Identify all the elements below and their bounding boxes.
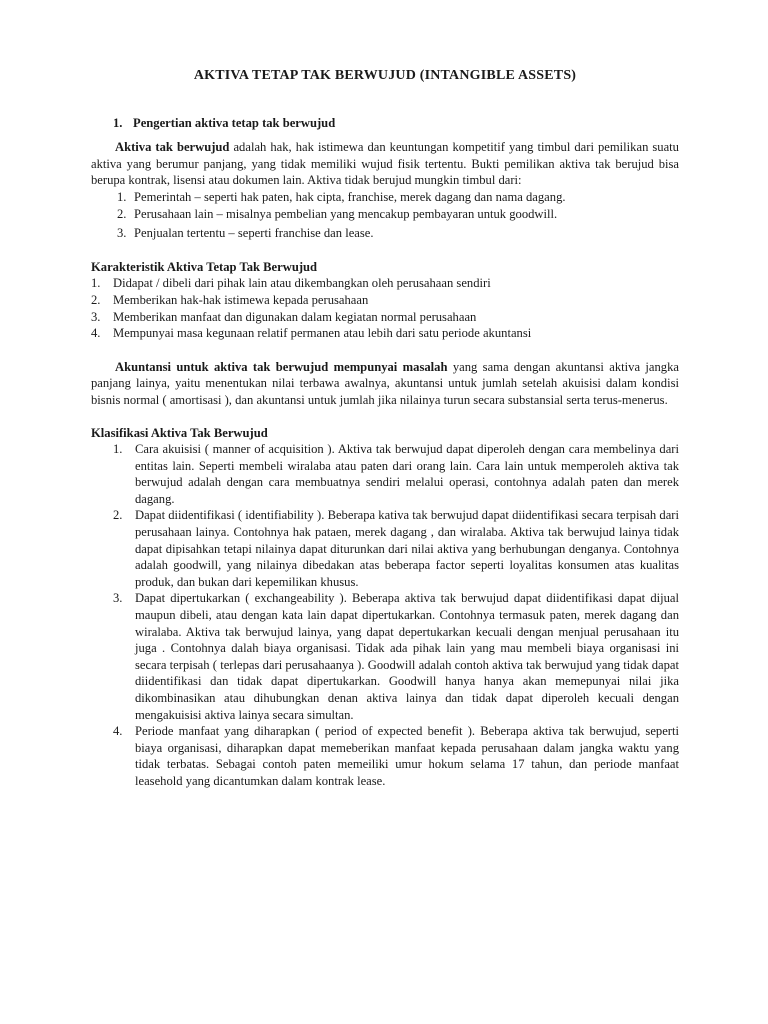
- list-item-text: Penjualan tertentu – seperti franchise dan lease.: [134, 226, 374, 241]
- list-item-text: Cara akuisisi ( manner of acquisition ). Aktiva tak berwujud dapat diperoleh dengan cara membelinya dari entitas lain. Seperti membeli wiralaba atau paten dari orang lain. Cara lain untuk memperoleh aktiva tak berwujud adalah dengan cara membuatnya sendiri melalui operasi, contohnya adalah paten dan merek dagang.: [135, 442, 679, 506]
- list-item-number: 3.: [117, 226, 127, 241]
- list-item: [91, 189, 679, 206]
- definition-text: adalah hak, hak istimewa dan keuntungan kompetitif yang timbul dari pemilikan suatu aktiva yang berumur panjang, yang tidak memiliki wujud fisik tertentu. Bukti pemilikan aktiva tak berujud bisa berupa kontrak, lisensi atau dokumen lain. Aktiva tidak berujud mungkin timbul dari:: [91, 140, 679, 188]
- definition-term: Aktiva tak berwujud: [115, 140, 230, 155]
- definition-paragraph: [91, 139, 679, 189]
- list-item-number: 3.: [91, 309, 101, 324]
- list-item: [91, 507, 679, 590]
- characteristics-heading: Karakteristik Aktiva Tetap Tak Berwujud: [91, 259, 318, 274]
- accounting-text: yang sama dengan akuntansi aktiva jangka panjang lainya, yaitu menentukan nilai terbawa awalnya, akuntansi untuk jumlah setelah akuisisi dalam kondisi bisnis normal ( amortisasi ), dan akuntansi untuk jumlah jika nilainya turun secara substansial serta terus-menerus.: [91, 359, 679, 407]
- list-item-text: Memberikan manfaat dan digunakan dalam kegiatan normal perusahaan: [113, 309, 477, 324]
- list-item-number: 3.: [113, 591, 123, 606]
- list-item-text: Dapat diidentifikasi ( identifiability ). Beberapa kativa tak berwujud dapat diidentifikasi secara terpisah dari perusahaan lainya. Contohnya hak pataen, merek dagang , dan wiralaba. Aktiva tak berwujud lainya tidak dapat dipisahkan tetapi nilainya dapat diturunkan dari nilai aktiva yang berhubungan denganya. Contohnya adalah goodwill, yang nilainya dibedakan atas beberapa factor seperti loyalitas konsumen atas kualitas produk, dan bukan dari kepemilikan khusus.: [135, 508, 679, 589]
- list-item: [91, 225, 679, 242]
- document-title: AKTIVA TETAP TAK BERWUJUD (INTANGIBLE ASSETS): [193, 68, 577, 83]
- classification-heading: Klasifikasi Aktiva Tak Berwujud: [91, 425, 268, 440]
- list-item-text: Memberikan hak-hak istimewa kepada perusahaan: [113, 292, 369, 307]
- section-1-heading: [91, 115, 679, 132]
- list-item: [91, 723, 679, 789]
- list-item-text: Perusahaan lain – misalnya pembelian yang mencakup pembayaran untuk goodwill.: [134, 206, 558, 221]
- list-item: [91, 275, 679, 292]
- origin-list: [91, 189, 679, 242]
- list-item: [91, 590, 679, 723]
- section-1-number: 1.: [113, 115, 123, 130]
- list-item-number: 1.: [113, 442, 123, 457]
- list-item-number: 1.: [91, 276, 101, 291]
- list-item-number: 1.: [117, 189, 127, 204]
- list-item-text: Mempunyai masa kegunaan relatif permanen atau lebih dari satu periode akuntansi: [113, 326, 532, 341]
- list-item: [91, 309, 679, 326]
- document-page: [91, 68, 679, 790]
- list-item-number: 4.: [113, 724, 123, 739]
- list-item: [91, 206, 679, 223]
- list-item: [91, 325, 679, 342]
- list-item-text: Pemerintah – seperti hak paten, hak cipta, franchise, merek dagang dan nama dagang.: [134, 189, 566, 204]
- list-item-number: 2.: [91, 292, 101, 307]
- list-item-number: 2.: [117, 206, 127, 221]
- accounting-lead: Akuntansi untuk aktiva tak berwujud mempunyai masalah: [115, 359, 448, 374]
- list-item: [91, 441, 679, 507]
- list-item-number: 2.: [113, 508, 123, 523]
- section-1-heading-text: Pengertian aktiva tetap tak berwujud: [133, 115, 336, 130]
- list-item-text: Dapat dipertukarkan ( exchangeability ). Beberapa aktiva tak berwujud dapat diidentifikasi dapat dijual maupun dibeli, atau dengan kata lain dapat dipertukarkan. Contohnya termasuk paten, merek dagang dan wiralaba. Aktiva tak berwujud lainya, yang dapat depertukarkan kecuali dengan menjual perusahaan itu juga . Contohnya dalah biaya organisasi. Tidak ada pihak lain yang mau membeli biaya organisasi ini secara terpisah ( terlepas dari perusahaanya ). Goodwill adalah contoh aktiva tak berwujud yang tidak dapat diidentifikasi dan tidak dapat dipertukarkan. Goodwill hanya hanya akan memepunyai nilai jika dikombinasikan atau dihubungkan denan aktiva lainya dan tidak dapat diperoleh kecuali dengan mengakuisisi aktiva lainya secara simultan.: [135, 591, 679, 722]
- list-item: [91, 292, 679, 309]
- classification-list: [91, 441, 679, 789]
- accounting-paragraph: [91, 359, 679, 409]
- list-item-text: Didapat / dibeli dari pihak lain atau dikembangkan oleh perusahaan sendiri: [113, 276, 491, 291]
- list-item-number: 4.: [91, 326, 101, 341]
- list-item-text: Periode manfaat yang diharapkan ( period of expected benefit ). Beberapa aktiva tak berwujud, seperti biaya organisasi, diharapkan dapat memeberikan manfaat kepada perusahaan dalam jangka waktu yang tidak terbatas. Sebagai contoh paten memeiliki umur hokum selama 17 tahun, dan periode manfaat leasehold yang dicantumkan dalam kontrak lease.: [135, 724, 679, 788]
- characteristics-list: [91, 275, 679, 341]
